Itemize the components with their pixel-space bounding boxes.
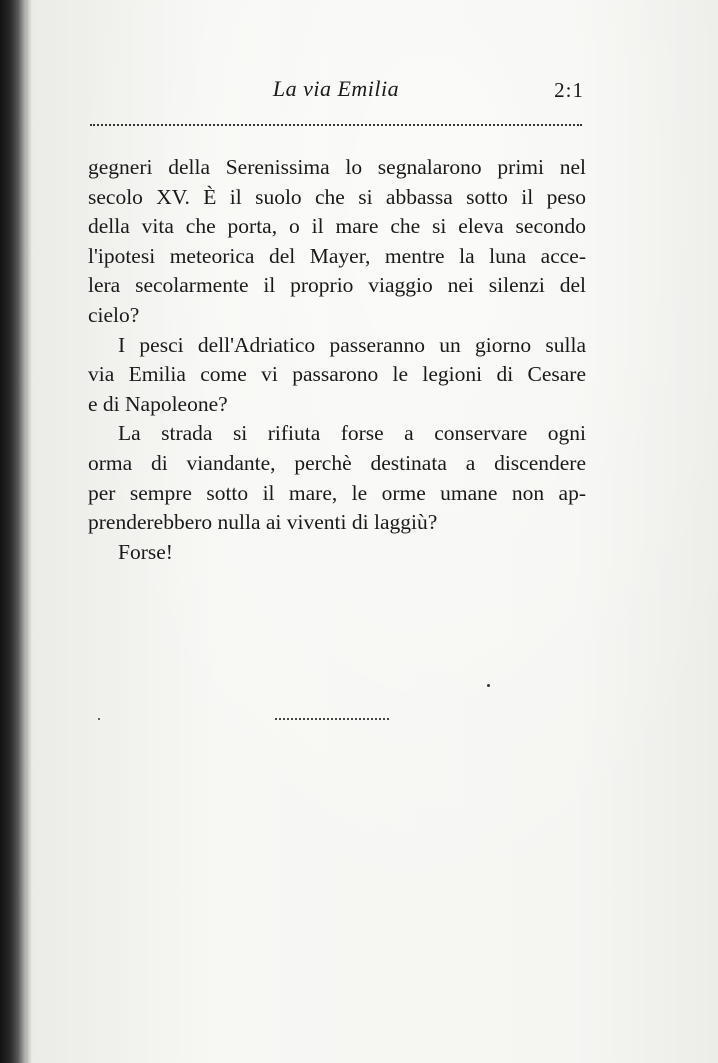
book-binding-shadow [0,0,26,1063]
text-line: della vita che porta, o il mare che si eleva secondo [88,214,586,239]
end-dotted-rule [275,718,389,720]
page-number: 2:1 [554,78,584,102]
text-line: lera secolarmente il proprio viaggio nei silenzi del [88,273,586,298]
ink-speck [487,684,490,687]
binding-edge [26,0,32,1063]
text-line: per sempre sotto il mare, le orme umane non ap- [88,480,586,505]
text-line: cielo? [88,302,140,327]
page-header [88,76,584,108]
text-line: e di Napoleone? [88,391,228,416]
text-line: l'ipotesi meteorica del Mayer, mentre la luna acce- [88,243,586,268]
header-dotted-rule [90,124,582,126]
text-line: orma di viandante, perchè destinata a discendere [88,450,586,475]
running-title: La via Emilia [272,76,400,101]
text-line: via Emilia come vi passarono le legioni di Cesare [88,362,586,387]
text-line: La strada si rifiuta forse a conservare ogni [118,421,586,446]
text-line: Forse! [118,539,173,564]
text-line: secolo XV. È il suolo che si abbassa sotto il peso [88,184,586,209]
ink-speck [98,718,100,720]
text-line: prenderebbero nulla ai viventi di laggiù? [88,510,438,535]
body-text [88,153,586,567]
text-line: I pesci dell'Adriatico passeranno un giorno sulla [118,332,586,357]
text-line: gegneri della Serenissima lo segnalarono primi nel [88,155,586,179]
